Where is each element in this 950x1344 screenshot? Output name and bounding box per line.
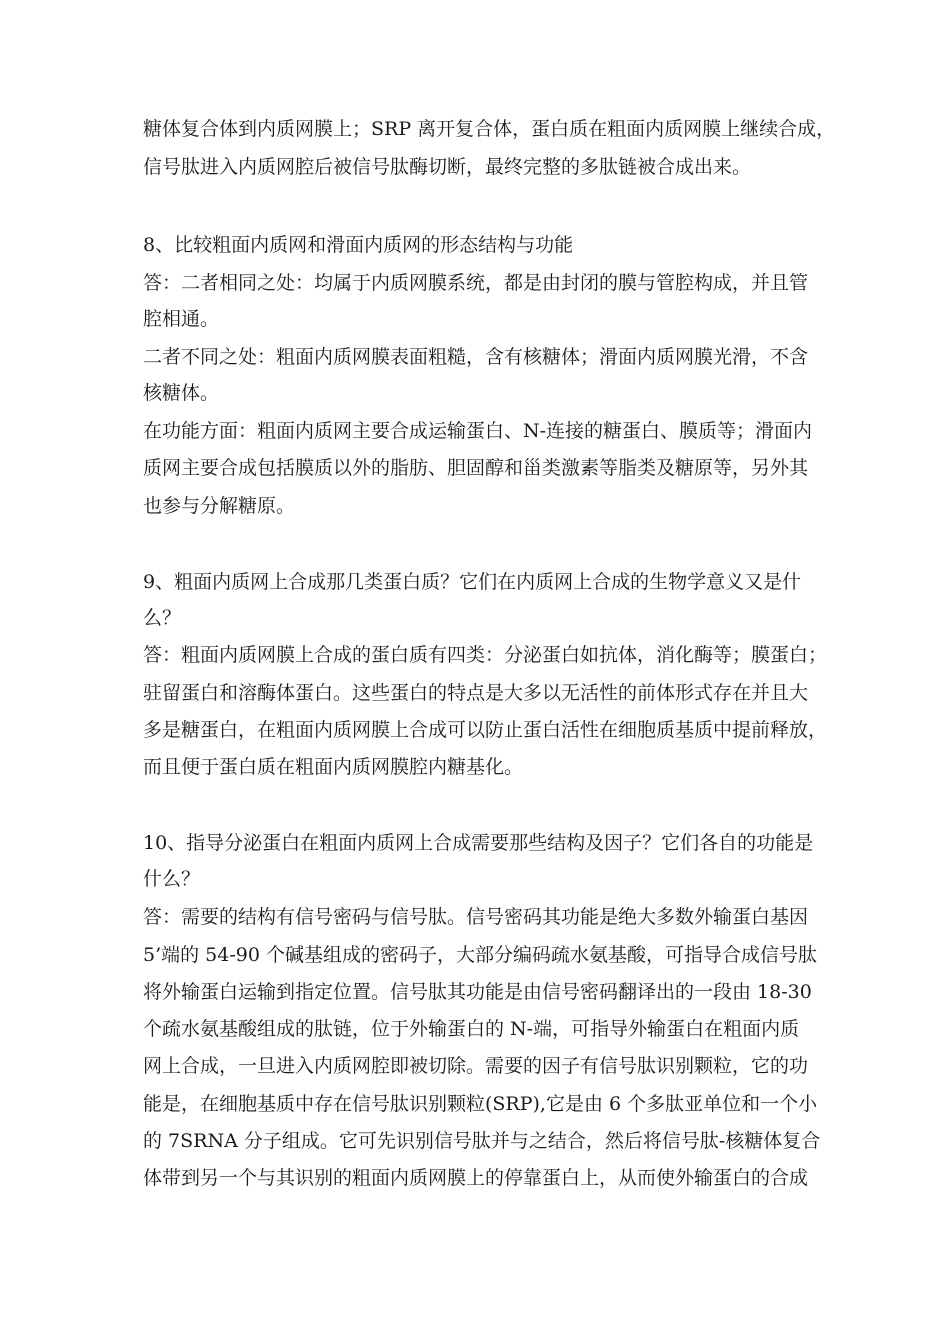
question-8-heading: 8、比较粗面内质网和滑面内质网的形态结构与功能 xyxy=(143,234,574,256)
question-10-heading-cont: 什么？ xyxy=(143,868,201,890)
answer-line: 也参与分解糖原。 xyxy=(143,495,296,517)
answer-line: 二者不同之处：粗面内质网膜表面粗糙，含有核糖体；滑面内质网膜光滑，不含 xyxy=(143,346,809,368)
answer-line: 驻留蛋白和溶酶体蛋白。这些蛋白的特点是大多以无活性的前体形式存在并且大 xyxy=(143,682,809,704)
answer-line: 核糖体。 xyxy=(143,382,220,404)
answer-line: 答：粗面内质网膜上合成的蛋白质有四类：分泌蛋白如抗体，消化酶等；膜蛋白； xyxy=(143,644,828,666)
answer-line: 网上合成，一旦进入内质网腔即被切除。需要的因子有信号肽识别颗粒，它的功 xyxy=(143,1055,809,1077)
answer-line: 在功能方面：粗面内质网主要合成运输蛋白、N-连接的糖蛋白、膜质等；滑面内 xyxy=(143,420,813,442)
answer-line: 质网主要合成包括膜质以外的脂肪、胆固醇和甾类激素等脂类及糖原等，另外其 xyxy=(143,457,809,479)
answer-line: 能是，在细胞基质中存在信号肽识别颗粒(SRP),它是由 6 个多肽亚单位和一个小 xyxy=(143,1093,818,1115)
answer-line: 将外输蛋白运输到指定位置。信号肽其功能是由信号密码翻译出的一段由 18-30 xyxy=(143,981,812,1003)
answer-line: 腔相通。 xyxy=(143,308,220,330)
paragraph-line: 信号肽进入内质网腔后被信号肽酶切断，最终完整的多肽链被合成出来。 xyxy=(143,156,752,178)
paragraph-line: 糖体复合体到内质网膜上；SRP 离开复合体，蛋白质在粗面内质网膜上继续合成， xyxy=(143,118,836,140)
answer-line: 答：二者相同之处：均属于内质网膜系统，都是由封闭的膜与管腔构成，并且管 xyxy=(143,272,809,294)
answer-line: 个疏水氨基酸组成的肽链，位于外输蛋白的 N-端，可指导外输蛋白在粗面内质 xyxy=(143,1018,800,1040)
answer-line: 体带到另一个与其识别的粗面内质网膜上的停靠蛋白上，从而使外输蛋白的合成 xyxy=(143,1167,809,1189)
answer-line: 的 7SRNA 分子组成。它可先识别信号肽并与之结合，然后将信号肽-核糖体复合 xyxy=(143,1130,821,1152)
question-10-heading: 10、指导分泌蛋白在粗面内质网上合成需要那些结构及因子？它们各自的功能是 xyxy=(143,832,814,854)
answer-line: 多是糖蛋白，在粗面内质网膜上合成可以防止蛋白活性在细胞质基质中提前释放， xyxy=(143,719,828,741)
answer-line: 而且便于蛋白质在粗面内质网膜腔内糖基化。 xyxy=(143,756,524,778)
question-9-heading: 9、粗面内质网上合成那几类蛋白质？它们在内质网上合成的生物学意义又是什 xyxy=(143,571,802,593)
question-9-heading-cont: 么？ xyxy=(143,607,182,629)
answer-line: 5’端的 54-90 个碱基组成的密码子，大部分编码疏水氨基酸，可指导合成信号肽 xyxy=(143,944,817,966)
answer-line: 答：需要的结构有信号密码与信号肽。信号密码其功能是绝大多数外输蛋白基因 xyxy=(143,906,809,928)
